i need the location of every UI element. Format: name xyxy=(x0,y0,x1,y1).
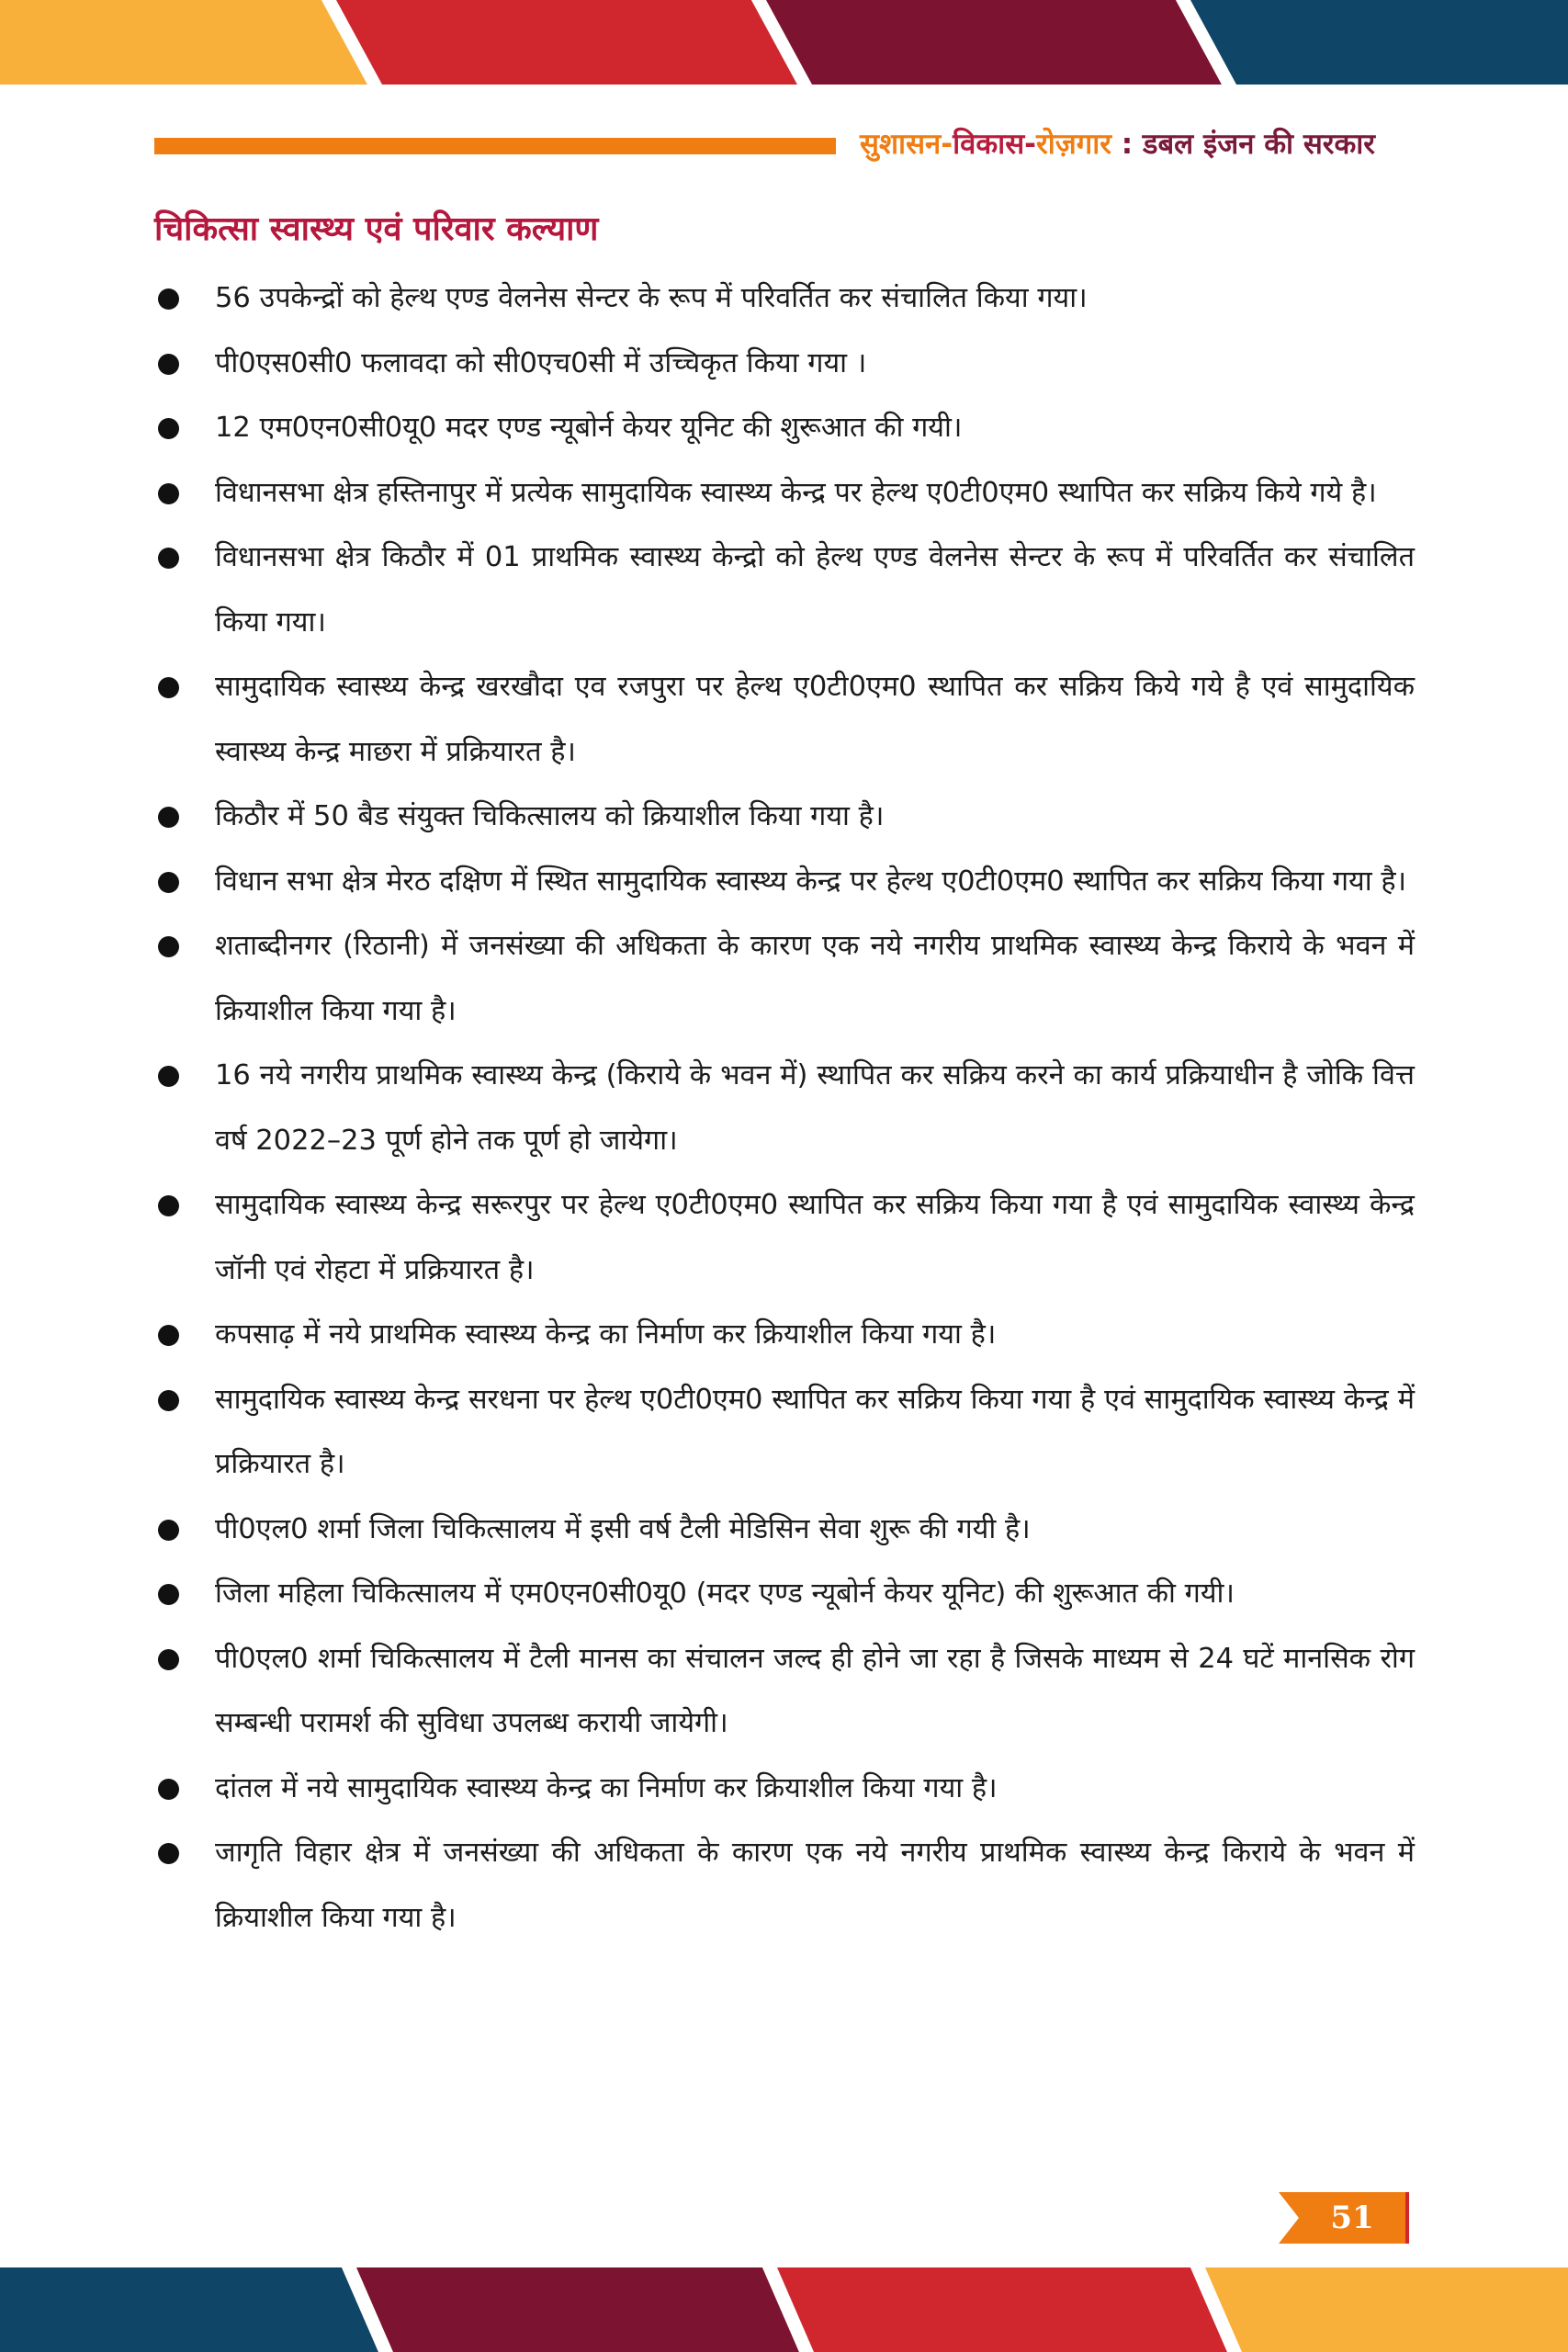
bullet-icon xyxy=(158,936,179,957)
list-item xyxy=(154,1368,1415,1498)
bullet-icon xyxy=(158,1584,179,1605)
header-title-part: : डबल इंजन की सरकार xyxy=(1111,128,1375,161)
page-number: 51 xyxy=(1330,2199,1374,2236)
list-item-text: सामुदायिक स्वास्थ्य केन्द्र खरखौदा एव रजपुरा पर हेल्थ ए0टी0एम0 स्थापित कर सक्रिय किये गये है एवं सामुदायिक स्वास्थ्य केन्द्र माछरा में प्रक्रियारत है। xyxy=(215,671,1415,768)
list-item-text: किठौर में 50 बैड संयुक्त चिकित्सालय को क्रियाशील किया गया है। xyxy=(215,800,885,832)
bullet-icon xyxy=(158,872,179,893)
list-item-text: 12 एम0एन0सी0यू0 मदर एण्ड न्यूबोर्न केयर यूनिट की शुरूआत की गयी। xyxy=(215,412,963,444)
header-title-part: विकास- xyxy=(953,128,1037,161)
list-item xyxy=(154,1303,1415,1368)
band-segment-yellow xyxy=(1205,2267,1568,2352)
list-item xyxy=(154,655,1415,785)
page-tab-edge xyxy=(1405,2192,1409,2244)
list-item xyxy=(154,850,1415,915)
list-item xyxy=(154,914,1415,1044)
bullet-list xyxy=(154,266,1415,1951)
list-item xyxy=(154,396,1415,461)
section-heading: चिकित्सा स्वास्थ्य एवं परिवार कल्याण xyxy=(154,210,599,248)
bullet-icon xyxy=(158,677,179,698)
list-item xyxy=(154,1627,1415,1757)
list-item-text: सामुदायिक स्वास्थ्य केन्द्र सरधना पर हेल्थ ए0टी0एम0 स्थापित कर सक्रिय किया गया है एवं सामुदायिक स्वास्थ्य केन्द्र में प्रक्रियारत है। xyxy=(215,1383,1415,1480)
band-segment-yellow xyxy=(0,0,367,85)
top-decorative-band xyxy=(0,0,1568,85)
list-item-text: विधानसभा क्षेत्र किठौर में 01 प्राथमिक स्वास्थ्य केन्द्रो को हेल्थ एण्ड वेलनेस सेन्टर के रूप में परिवर्तित कर संचालित किया गया। xyxy=(215,541,1415,639)
list-item-text: शताब्दीनगर (रिठानी) में जनसंख्या की अधिकता के कारण एक नये नगरीय प्राथमिक स्वास्थ्य केन्द्र किराये के भवन में क्रियाशील किया गया है। xyxy=(215,930,1415,1027)
bullet-icon xyxy=(158,548,179,569)
bullet-icon xyxy=(158,1195,179,1216)
list-item-text: जागृति विहार क्षेत्र में जनसंख्या की अधिकता के कारण एक नये नगरीय प्राथमिक स्वास्थ्य केन्द्र किराये के भवन में क्रियाशील किया गया है। xyxy=(215,1837,1415,1934)
list-item xyxy=(154,785,1415,850)
list-item-text: पी0एल0 शर्मा चिकित्सालय में टैली मानस का संचालन जल्द ही होने जा रहा है जिसके माध्यम से 24 घटें मानसिक रोग सम्बन्धी परामर्श की सुविधा उपलब्ध करायी जायेगी। xyxy=(215,1642,1415,1739)
bullet-icon xyxy=(158,1843,179,1864)
list-item-text: पी0एल0 शर्मा जिला चिकित्सालय में इसी वर्ष टैली मेडिसिन सेवा शुरू की गयी है। xyxy=(215,1512,1031,1545)
band-segment-red xyxy=(336,0,797,85)
list-item xyxy=(154,332,1415,397)
header-title-part: रोज़गार xyxy=(1036,128,1111,161)
bullet-icon xyxy=(158,1779,179,1800)
bullet-icon xyxy=(158,1325,179,1346)
list-item-text: 16 नये नगरीय प्राथमिक स्वास्थ्य केन्द्र (किराये के भवन में) स्थापित कर सक्रिय करने का कार्य प्रक्रियाधीन है जोकि वित्त वर्ष 2022–23 पूर्ण होने तक पूर्ण हो जायेगा। xyxy=(215,1059,1415,1157)
list-item xyxy=(154,1173,1415,1303)
list-item xyxy=(154,266,1415,332)
list-item-text: 56 उपकेन्द्रों को हेल्थ एण्ड वेलनेस सेन्टर के रूप में परिवर्तित कर संचालित किया गया। xyxy=(215,282,1088,314)
list-item-text: विधानसभा क्षेत्र हस्तिनापुर में प्रत्येक सामुदायिक स्वास्थ्य केन्द्र पर हेल्थ ए0टी0एम0 स्थापित कर सक्रिय किये गये है। xyxy=(215,476,1377,509)
band-segment-navy xyxy=(1190,0,1568,85)
list-item xyxy=(154,461,1415,526)
bullet-icon xyxy=(158,1066,179,1087)
list-item xyxy=(154,1821,1415,1951)
header-title-part: सुशासन- xyxy=(860,128,953,161)
list-item-text: दांतल में नये सामुदायिक स्वास्थ्य केन्द्र का निर्माण कर क्रियाशील किया गया है। xyxy=(215,1771,998,1804)
list-item xyxy=(154,1757,1415,1822)
band-segment-red xyxy=(777,2267,1227,2352)
list-item xyxy=(154,1498,1415,1563)
bullet-icon xyxy=(158,1390,179,1411)
bullet-icon xyxy=(158,483,179,504)
header-title xyxy=(860,123,1411,165)
list-item-text: विधान सभा क्षेत्र मेरठ दक्षिण में स्थित सामुदायिक स्वास्थ्य केन्द्र पर हेल्थ ए0टी0एम0 स्थापित कर सक्रिय किया गया है। xyxy=(215,865,1407,898)
header-rule xyxy=(154,138,836,154)
list-item xyxy=(154,526,1415,655)
bottom-decorative-band xyxy=(0,2267,1568,2352)
page-number-tab xyxy=(1279,2192,1409,2244)
bullet-icon xyxy=(158,807,179,828)
bullet-icon xyxy=(158,1520,179,1541)
band-segment-maroon xyxy=(766,0,1222,85)
band-segment-navy xyxy=(0,2267,378,2352)
list-item xyxy=(154,1044,1415,1173)
bullet-icon xyxy=(158,418,179,439)
list-item-text: कपसाढ़ में नये प्राथमिक स्वास्थ्य केन्द्र का निर्माण कर क्रियाशील किया गया है। xyxy=(215,1318,997,1351)
list-item-text: जिला महिला चिकित्सालय में एम0एन0सी0यू0 (मदर एण्ड न्यूबोर्न केयर यूनिट) की शुरूआत की गयी। xyxy=(215,1577,1235,1610)
list-item-text: पी0एस0सी0 फलावदा को सी0एच0सी में उच्चिकृत किया गया । xyxy=(215,346,867,379)
bullet-icon xyxy=(158,1649,179,1670)
band-segment-maroon xyxy=(356,2267,799,2352)
list-item xyxy=(154,1562,1415,1627)
bullet-icon xyxy=(158,354,179,375)
list-item-text: सामुदायिक स्वास्थ्य केन्द्र सरूरपुर पर हेल्थ ए0टी0एम0 स्थापित कर सक्रिय किया गया है एवं सामुदायिक स्वास्थ्य केन्द्र जॉनी एवं रोहटा में प्रक्रियारत है। xyxy=(215,1189,1415,1286)
bullet-icon xyxy=(158,288,179,310)
